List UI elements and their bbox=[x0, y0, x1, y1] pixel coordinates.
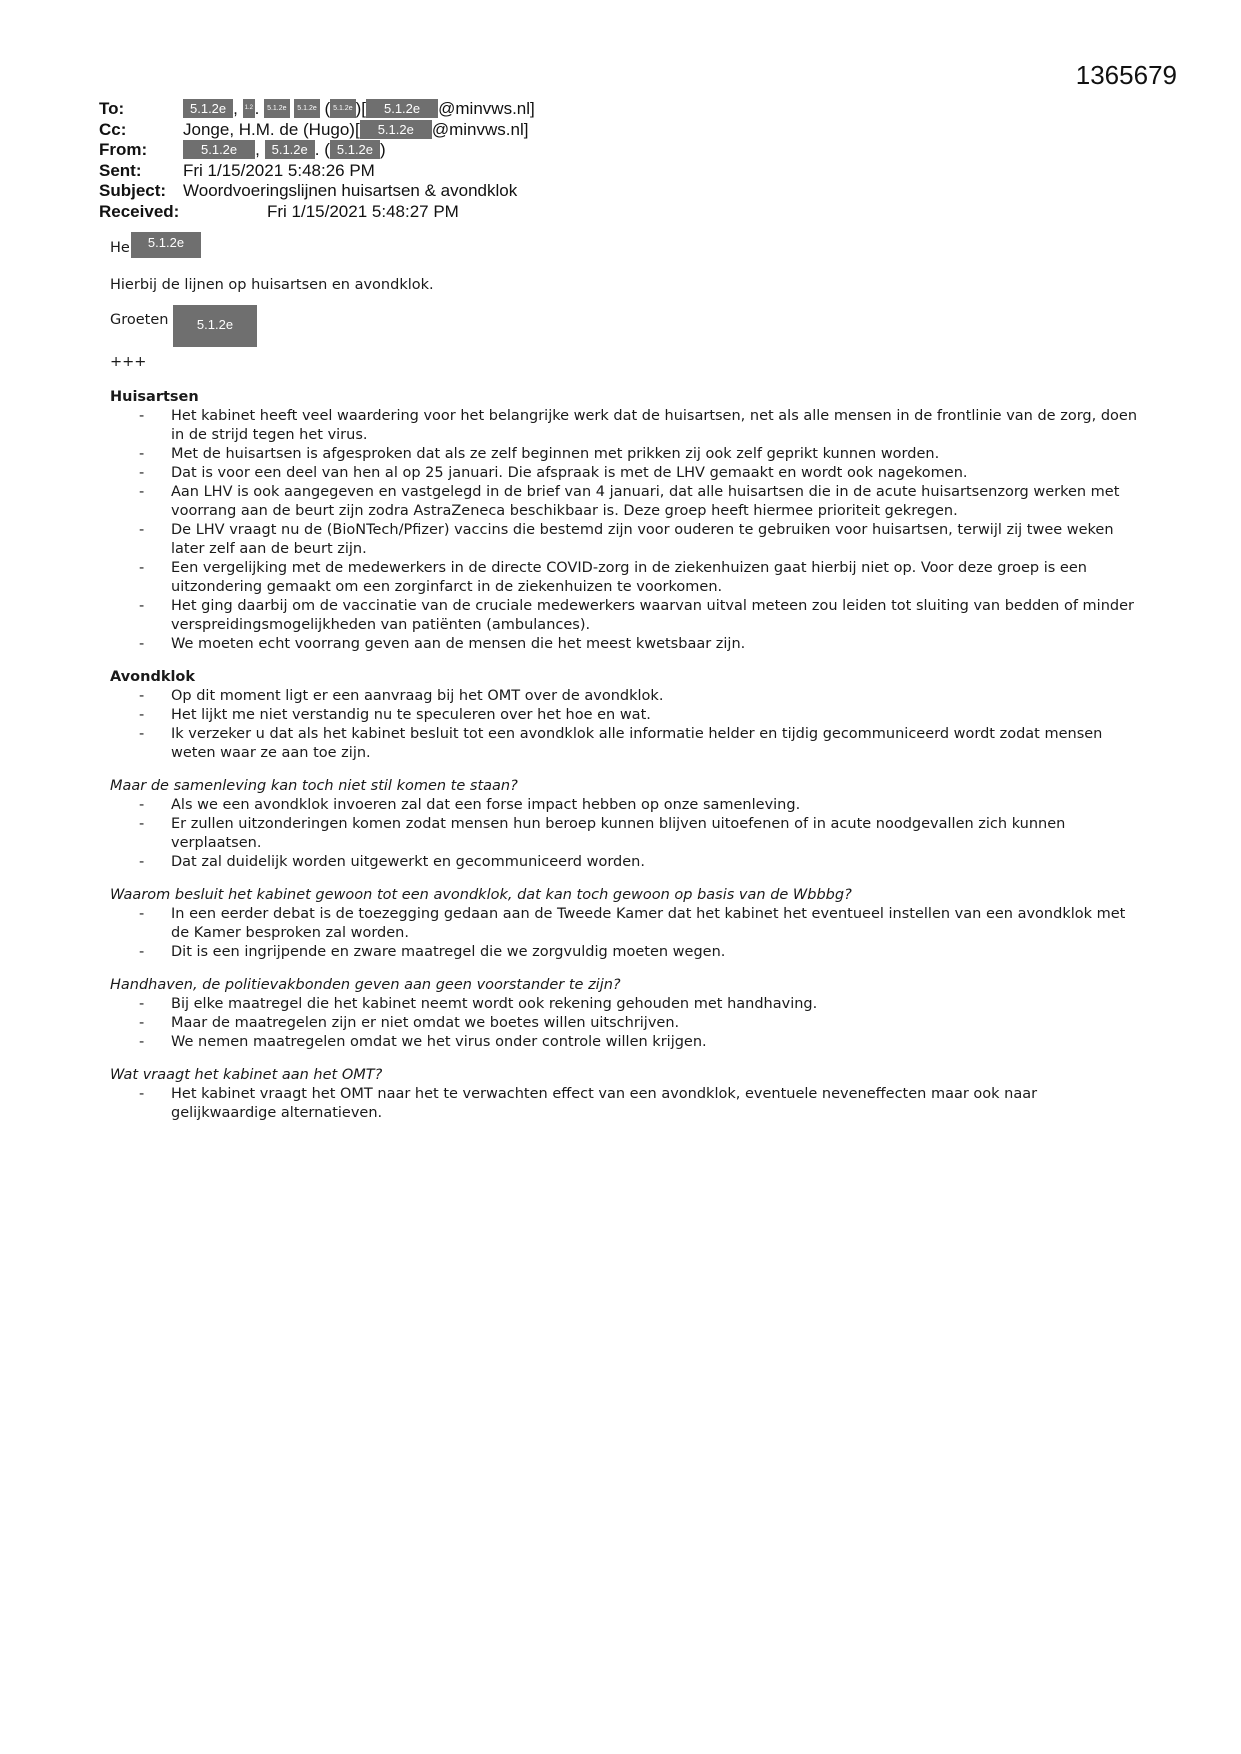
list-item bbox=[139, 687, 1140, 706]
dash-bullet: - bbox=[139, 484, 145, 500]
document-number: 1365679 bbox=[1075, 60, 1177, 90]
redaction-box: 5.1.2e bbox=[294, 99, 319, 118]
list-item bbox=[139, 559, 1140, 597]
to-domain: @minvws.nl] bbox=[438, 99, 535, 118]
dash-bullet: - bbox=[139, 1086, 145, 1102]
list-item bbox=[139, 635, 1140, 654]
dash-bullet: - bbox=[139, 446, 145, 462]
list-item-text: Dat zal duidelijk worden uitgewerkt en gecommuniceerd worden. bbox=[171, 854, 645, 870]
dash-bullet: - bbox=[139, 636, 145, 652]
list-item-text: Het kabinet vraagt het OMT naar het te verwachten effect van een avondklok, eventuele neveneffecten maar ook naar gelijkwaardige alternatieven. bbox=[171, 1086, 1038, 1121]
question-heading: Wat vraagt het kabinet aan het OMT? bbox=[110, 1067, 383, 1083]
question-heading: Waarom besluit het kabinet gewoon tot een avondklok, dat kan toch gewoon op basis van de Wbbbg? bbox=[110, 887, 852, 903]
bullet-list bbox=[110, 905, 1140, 962]
list-item-text: Een vergelijking met de medewerkers in de directe COVID-zorg in de ziekenhuizen gaat hierbij niet op. Voor deze groep is een uitzondering gemaakt om een zorginfarct in de ziekenhuizen te voorkomen. bbox=[171, 560, 1087, 595]
header-subject-row bbox=[99, 181, 1139, 202]
header-sent-row bbox=[99, 161, 1139, 182]
dash-bullet: - bbox=[139, 465, 145, 481]
redaction-box: 5.1.2e bbox=[131, 232, 201, 258]
list-item bbox=[139, 464, 1140, 483]
received-value: Fri 1/15/2021 5:48:27 PM bbox=[267, 201, 459, 221]
redaction-box: 5.1.2e bbox=[360, 120, 432, 139]
question-heading: Handhaven, de politievakbonden geven aan geen voorstander te zijn? bbox=[110, 977, 621, 993]
bullet-list bbox=[110, 995, 1140, 1052]
list-item-text: Er zullen uitzonderingen komen zodat mensen hun beroep kunnen blijven uitoefenen of in acute noodgevallen zich kunnen verplaatsen. bbox=[171, 816, 1066, 851]
list-item bbox=[139, 1085, 1140, 1123]
list-item bbox=[139, 597, 1140, 635]
dash-bullet: - bbox=[139, 854, 145, 870]
list-item-text: We moeten echt voorrang geven aan de mensen die het meest kwetsbaar zijn. bbox=[171, 636, 746, 652]
header-received-row bbox=[99, 202, 1139, 223]
redaction-box: 5.1.2e bbox=[183, 99, 233, 118]
redaction-box: 5.1.2e bbox=[330, 99, 355, 118]
greeting-line bbox=[110, 232, 1140, 266]
section-heading: Avondklok bbox=[110, 669, 196, 685]
list-item-text: Het lijkt me niet verstandig nu te speculeren over het hoe en wat. bbox=[171, 707, 651, 723]
separator: +++ bbox=[110, 354, 147, 370]
dash-bullet: - bbox=[139, 906, 145, 922]
list-item bbox=[139, 905, 1140, 943]
dash-bullet: - bbox=[139, 797, 145, 813]
header-from-row bbox=[99, 140, 1139, 161]
list-item bbox=[139, 815, 1140, 853]
list-item bbox=[139, 706, 1140, 725]
list-item-text: Bij elke maatregel die het kabinet neemt wordt ook rekening gehouden met handhaving. bbox=[171, 996, 818, 1012]
list-item-text: We nemen maatregelen omdat we het virus onder controle willen krijgen. bbox=[171, 1034, 707, 1050]
list-item bbox=[139, 853, 1140, 872]
bullet-list bbox=[110, 1085, 1140, 1123]
list-item-text: Ik verzeker u dat als het kabinet besluit tot een avondklok alle informatie helder en tijdig gecommuniceerd wordt zodat mensen weten waar ze aan toe zijn. bbox=[171, 726, 1103, 761]
to-label: To: bbox=[99, 99, 125, 118]
list-item-text: De LHV vraagt nu de (BioNTech/Pfizer) vaccins die bestemd zijn voor ouderen te gebruiken voor huisartsen, terwijl zij twee weken later zelf aan de beurt zijn. bbox=[171, 522, 1114, 557]
email-header bbox=[99, 99, 1139, 222]
dash-bullet: - bbox=[139, 560, 145, 576]
received-label: Received: bbox=[99, 201, 180, 221]
list-item-text: Op dit moment ligt er een aanvraag bij het OMT over de avondklok. bbox=[171, 688, 664, 704]
dash-bullet: - bbox=[139, 522, 145, 538]
dash-bullet: - bbox=[139, 1015, 145, 1031]
dash-bullet: - bbox=[139, 408, 145, 424]
header-cc-row bbox=[99, 120, 1139, 141]
redaction-box: 5.1.2e bbox=[183, 140, 255, 159]
list-item bbox=[139, 725, 1140, 763]
list-item bbox=[139, 407, 1140, 445]
email-body bbox=[110, 232, 1140, 1123]
redaction-box: 5.1.2e bbox=[173, 305, 257, 347]
list-item-text: Dat is voor een deel van hen al op 25 januari. Die afspraak is met de LHV gemaakt en wordt ook nagekomen. bbox=[171, 465, 968, 481]
redaction-box: 1.2 bbox=[243, 99, 255, 118]
bullet-list bbox=[110, 687, 1140, 763]
cc-label: Cc: bbox=[99, 119, 127, 139]
list-item bbox=[139, 521, 1140, 559]
subject-value: Woordvoeringslijnen huisartsen & avondklok bbox=[183, 181, 518, 200]
list-item-text: Als we een avondklok invoeren zal dat een forse impact hebben op onze samenleving. bbox=[171, 797, 801, 813]
dash-bullet: - bbox=[139, 1034, 145, 1050]
closing: Groeten bbox=[110, 312, 169, 328]
redaction-box: 5.1.2e bbox=[366, 99, 438, 118]
redaction-box: 5.1.2e bbox=[265, 140, 315, 159]
dash-bullet: - bbox=[139, 726, 145, 742]
bullet-list bbox=[110, 796, 1140, 872]
dash-bullet: - bbox=[139, 996, 145, 1012]
dash-bullet: - bbox=[139, 816, 145, 832]
list-item-text: Dit is een ingrijpende en zware maatregel die we zorgvuldig moeten wegen. bbox=[171, 944, 726, 960]
list-item bbox=[139, 796, 1140, 815]
cc-name: Jonge, H.M. de (Hugo)[ bbox=[183, 119, 360, 139]
list-item-text: Het ging daarbij om de vaccinatie van de cruciale medewerkers waarvan uitval meteen zou leiden tot sluiting van bedden of minder verspreidingsmogelijkheden van patiënten (ambulances). bbox=[171, 598, 1134, 633]
cc-value bbox=[183, 120, 528, 141]
dash-bullet: - bbox=[139, 707, 145, 723]
dash-bullet: - bbox=[139, 944, 145, 960]
greeting: He bbox=[110, 240, 130, 256]
list-item bbox=[139, 943, 1140, 962]
closing-line bbox=[110, 305, 1140, 349]
bullet-list bbox=[110, 407, 1140, 654]
dash-bullet: - bbox=[139, 598, 145, 614]
dash-bullet: - bbox=[139, 688, 145, 704]
from-value: 5.1.2e , 5.1.2e . ( 5.1.2e ) bbox=[183, 140, 386, 161]
list-item-text: In een eerder debat is de toezegging gedaan aan de Tweede Kamer dat het kabinet het eventueel instellen van een avondklok met de Kamer besproken zal worden. bbox=[171, 906, 1126, 941]
to-value: 5.1.2e , 1.2. 5.1.2e 5.1.2e ( 5.1.2e )[ 5.1.2e @minvws.nl] bbox=[183, 99, 535, 120]
list-item bbox=[139, 1014, 1140, 1033]
redaction-box: 5.1.2e bbox=[330, 140, 380, 159]
list-item-text: Het kabinet heeft veel waardering voor het belangrijke werk dat de huisartsen, net als alle mensen in de frontlinie van de zorg, doen in de strijd tegen het virus. bbox=[171, 408, 1138, 443]
header-to-row bbox=[99, 99, 1139, 120]
question-heading: Maar de samenleving kan toch niet stil komen te staan? bbox=[110, 778, 518, 794]
redaction-box: 5.1.2e bbox=[264, 99, 289, 118]
subject-label: Subject: bbox=[99, 181, 167, 200]
cc-domain: @minvws.nl] bbox=[431, 119, 529, 139]
sent-value: Fri 1/15/2021 5:48:26 PM bbox=[183, 160, 375, 180]
list-item bbox=[139, 483, 1140, 521]
list-item-text: Maar de maatregelen zijn er niet omdat we boetes willen uitschrijven. bbox=[171, 1015, 680, 1031]
intro-text: Hierbij de lijnen op huisartsen en avondklok. bbox=[110, 277, 434, 293]
list-item-text: Met de huisartsen is afgesproken dat als ze zelf beginnen met prikken zij ook zelf geprikt kunnen worden. bbox=[171, 446, 940, 462]
section-heading: Huisartsen bbox=[110, 389, 199, 405]
list-item bbox=[139, 995, 1140, 1014]
from-label: From: bbox=[99, 140, 148, 159]
sent-label: Sent: bbox=[99, 160, 142, 180]
sections-container bbox=[110, 388, 1140, 1123]
list-item-text: Aan LHV is ook aangegeven en vastgelegd in de brief van 4 januari, dat alle huisartsen die in de acute huisartsenzorg werken met voorrang aan de beurt zijn zodra AstraZeneca beschikbaar is. Deze groep heeft hiermee prioriteit gekregen. bbox=[171, 484, 1120, 519]
list-item bbox=[139, 1033, 1140, 1052]
list-item bbox=[139, 445, 1140, 464]
